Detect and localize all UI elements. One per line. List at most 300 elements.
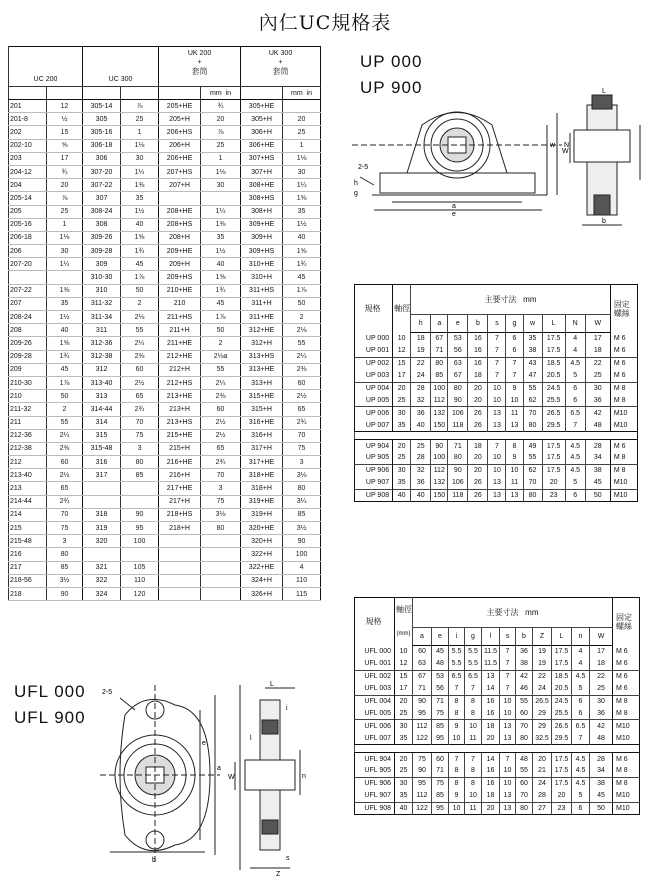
table-cell: 16 xyxy=(468,345,488,357)
table-cell xyxy=(83,548,121,561)
table-row xyxy=(9,574,321,587)
table-cell: M 8 xyxy=(610,452,637,464)
ufl-drawing xyxy=(100,680,340,880)
mm-header: mm in xyxy=(201,87,241,100)
table-cell: 106 xyxy=(448,477,468,489)
table-row xyxy=(9,113,321,126)
table-cell: UFL 001 xyxy=(364,660,391,668)
table-cell: 80 xyxy=(448,382,468,394)
table-cell: 60 xyxy=(432,753,449,765)
table-cell: 30 xyxy=(393,464,411,476)
svg-text:N: N xyxy=(564,142,570,149)
table-cell: 305-16 xyxy=(83,126,121,139)
group-separator xyxy=(355,745,640,753)
table-cell: 312-38 xyxy=(83,350,121,363)
table-cell: 2¼ xyxy=(201,376,241,389)
table-cell: M 6 xyxy=(613,670,640,682)
table-cell: 24 xyxy=(411,370,431,382)
table-cell: 85 xyxy=(432,720,449,732)
table-cell: 22 xyxy=(585,357,610,369)
table-row xyxy=(9,561,321,574)
table-cell: 218+H xyxy=(159,522,201,535)
page-title: 內仁UC規格表 xyxy=(258,12,392,34)
table-cell: 17.5 xyxy=(552,658,572,670)
table-row xyxy=(9,548,321,561)
table-cell: 1¼ xyxy=(121,165,159,178)
table-cell: 6 xyxy=(572,707,590,719)
table-cell: M 6 xyxy=(610,370,637,382)
table-cell: 1⅜ xyxy=(47,284,83,297)
table-row xyxy=(355,394,638,406)
table-cell: 7 xyxy=(449,753,465,765)
table-cell: 319 xyxy=(83,522,121,535)
table-cell: UFL 908 xyxy=(364,804,391,812)
table-cell: 100 xyxy=(431,382,448,394)
column-header: s xyxy=(500,628,516,646)
table-cell: 212+H xyxy=(159,363,201,376)
table-cell xyxy=(159,574,201,587)
table-cell: 22 xyxy=(533,670,552,682)
table-cell: 312 xyxy=(83,363,121,376)
table-cell: 70 xyxy=(516,790,533,802)
uk200-header: UK 200 + 套筒 xyxy=(159,47,241,87)
table-cell: 38 xyxy=(523,345,542,357)
table-cell: 308+H xyxy=(241,205,283,218)
table-cell: 309-26 xyxy=(83,231,121,244)
table-row xyxy=(355,464,638,476)
table-cell: 40 xyxy=(411,419,431,431)
table-cell: 3¼ xyxy=(283,495,321,508)
table-cell: 8 xyxy=(449,707,465,719)
table-cell xyxy=(83,495,121,508)
table-cell: 90 xyxy=(431,440,448,452)
table-cell: UFL 005 xyxy=(364,709,391,717)
table-cell: 95 xyxy=(432,802,449,814)
table-cell: 70 xyxy=(121,416,159,429)
table-cell: 120 xyxy=(121,587,159,600)
table-cell: 2½ xyxy=(47,469,83,482)
table-cell: 4 xyxy=(283,561,321,574)
table-cell: 308+HS xyxy=(241,192,283,205)
table-cell: 65 xyxy=(201,442,241,455)
table-cell: 1⅜ xyxy=(201,218,241,231)
table-row xyxy=(9,231,321,244)
table-row xyxy=(9,126,321,139)
table-cell: 308+HE xyxy=(241,179,283,192)
table-cell: 65 xyxy=(121,390,159,403)
uc200-header: UC 200 xyxy=(9,47,83,87)
table-cell: 7 xyxy=(506,357,523,369)
table-cell: 67 xyxy=(431,333,448,345)
table-cell: 95 xyxy=(413,777,432,789)
table-cell: M 6 xyxy=(610,345,637,357)
table-cell: 4 xyxy=(565,333,585,345)
table-cell: 80 xyxy=(201,522,241,535)
column-header: i xyxy=(449,628,465,646)
table-cell: M 6 xyxy=(610,333,637,345)
table-cell: 305+H xyxy=(241,113,283,126)
table-cell: 11 xyxy=(465,732,482,744)
svg-text:b: b xyxy=(602,218,606,225)
table-cell: 6 xyxy=(565,382,585,394)
up-900-title: UP 900 xyxy=(360,78,423,97)
table-cell: 13 xyxy=(506,489,523,501)
table-cell: 208+HS xyxy=(159,218,201,231)
table-cell: 211+HS xyxy=(159,311,201,324)
table-cell: 75 xyxy=(413,753,432,765)
table-cell: 313-40 xyxy=(83,376,121,389)
spec-header: 規格 xyxy=(365,617,382,627)
table-cell: 112 xyxy=(413,790,432,802)
table-cell: 20 xyxy=(468,452,488,464)
table-cell: 3⅛ xyxy=(283,469,321,482)
table-cell: 5 xyxy=(565,370,585,382)
table-cell: 1⅛ xyxy=(283,152,321,165)
table-cell: 313 xyxy=(83,390,121,403)
table-cell: M10 xyxy=(613,732,640,744)
table-cell: 8 xyxy=(449,765,465,777)
table-cell: 60 xyxy=(201,403,241,416)
table-cell: UP 906 xyxy=(365,467,390,475)
uc-spec-table xyxy=(8,46,321,601)
dim-2-5: 2-5 xyxy=(358,164,369,171)
table-cell: 210-30 xyxy=(9,376,47,389)
table-cell: 14 xyxy=(482,753,500,765)
svg-text:L: L xyxy=(270,681,274,688)
table-cell: 13 xyxy=(500,720,516,732)
table-cell: 205 xyxy=(9,205,47,218)
table-cell: 17.5 xyxy=(542,345,565,357)
table-cell: 318+H xyxy=(241,482,283,495)
ufl-spec-table xyxy=(354,597,640,815)
table-cell: 16 xyxy=(482,765,500,777)
table-cell: 319+H xyxy=(241,508,283,521)
table-cell: 50 xyxy=(585,489,610,501)
table-cell: 30 xyxy=(47,245,83,258)
table-cell: 47 xyxy=(523,370,542,382)
table-cell: 65 xyxy=(283,403,321,416)
table-cell: 17.5 xyxy=(552,646,572,658)
table-cell: 75 xyxy=(201,495,241,508)
table-cell: 50 xyxy=(47,390,83,403)
table-cell: 55 xyxy=(516,765,533,777)
table-cell: 106 xyxy=(448,407,468,419)
table-row xyxy=(9,350,321,363)
table-cell: 7 xyxy=(500,753,516,765)
table-cell: M 8 xyxy=(610,464,637,476)
table-cell: UP 007 xyxy=(365,421,390,429)
table-cell: 75 xyxy=(121,429,159,442)
table-cell: 6.5 xyxy=(449,670,465,682)
table-row xyxy=(9,192,321,205)
table-cell: 3 xyxy=(121,442,159,455)
table-cell: M10 xyxy=(610,419,637,431)
table-cell: 36 xyxy=(516,646,533,658)
table-row xyxy=(9,311,321,324)
table-cell: 2⅜ xyxy=(283,363,321,376)
up-spec-table xyxy=(354,284,638,502)
table-cell: 4.5 xyxy=(572,765,590,777)
table-cell: 30 xyxy=(590,695,613,707)
table-cell: 34 xyxy=(585,452,610,464)
table-cell: 205-16 xyxy=(9,218,47,231)
table-cell: 5.5 xyxy=(449,646,465,658)
table-cell: 6 xyxy=(572,695,590,707)
table-cell: 100 xyxy=(431,452,448,464)
table-cell: 213+H xyxy=(159,403,201,416)
table-cell: 2¾ xyxy=(47,495,83,508)
table-cell: 55 xyxy=(283,337,321,350)
table-cell: 208+HE xyxy=(159,205,201,218)
table-cell: 13 xyxy=(482,670,500,682)
table-cell: M 8 xyxy=(613,707,640,719)
table-cell: M10 xyxy=(613,790,640,802)
table-cell: UP 002 xyxy=(365,360,390,368)
table-cell: 212-38 xyxy=(9,442,47,455)
table-cell: 35 xyxy=(393,419,411,431)
table-cell: 45 xyxy=(585,477,610,489)
table-cell: UP 005 xyxy=(365,396,390,404)
table-cell: 35 xyxy=(393,477,411,489)
table-cell: UP 003 xyxy=(365,372,390,380)
table-cell: 1⅞ xyxy=(121,271,159,284)
column-header: h xyxy=(411,315,431,333)
table-cell: UFL 004 xyxy=(364,698,391,705)
table-cell: 2⅜ xyxy=(47,442,83,455)
table-cell: 5 xyxy=(565,477,585,489)
table-cell: 80 xyxy=(523,489,542,501)
table-cell: 306+HE xyxy=(241,139,283,152)
table-cell: 16 xyxy=(482,707,500,719)
table-row xyxy=(355,646,640,658)
table-row xyxy=(9,297,321,310)
table-cell: 9 xyxy=(449,790,465,802)
table-cell: 13 xyxy=(506,419,523,431)
table-cell: 60 xyxy=(283,376,321,389)
table-cell: 211-32 xyxy=(9,403,47,416)
table-cell: 75 xyxy=(432,777,449,789)
table-cell: 20 xyxy=(393,440,411,452)
table-cell: 10 xyxy=(488,394,506,406)
table-cell: 85 xyxy=(431,370,448,382)
table-cell: M 8 xyxy=(613,765,640,777)
table-cell: 29.5 xyxy=(542,419,565,431)
column-header: W xyxy=(585,315,610,333)
table-cell xyxy=(283,100,321,113)
table-cell: 60 xyxy=(516,777,533,789)
table-cell: 90 xyxy=(448,394,468,406)
table-cell: 6 xyxy=(506,345,523,357)
table-header-row xyxy=(355,285,638,315)
table-cell: 122 xyxy=(413,732,432,744)
table-cell: 80 xyxy=(523,419,542,431)
table-row xyxy=(9,482,321,495)
table-cell: 18.5 xyxy=(552,670,572,682)
table-cell: 71 xyxy=(431,345,448,357)
table-cell: 208 xyxy=(9,324,47,337)
table-row xyxy=(9,271,321,284)
table-cell: 217+HE xyxy=(159,482,201,495)
table-cell: 71 xyxy=(413,683,432,695)
table-cell: 55 xyxy=(516,695,533,707)
table-cell: 35 xyxy=(201,231,241,244)
table-cell: 206+HS xyxy=(159,126,201,139)
table-cell: 4.5 xyxy=(565,464,585,476)
table-cell: 16 xyxy=(468,357,488,369)
table-cell: 40 xyxy=(395,802,413,814)
table-cell: 20.5 xyxy=(552,683,572,695)
column-header: e xyxy=(432,628,449,646)
table-cell: ⅞ xyxy=(47,192,83,205)
table-cell xyxy=(159,192,201,205)
table-cell: 7 xyxy=(488,440,506,452)
table-cell: 11 xyxy=(506,407,523,419)
table-cell: 35 xyxy=(523,333,542,345)
table-cell: 305 xyxy=(83,113,121,126)
table-cell: 311 xyxy=(83,324,121,337)
table-cell: 112 xyxy=(413,720,432,732)
table-cell: M 8 xyxy=(613,777,640,789)
table-cell: 10 xyxy=(449,732,465,744)
table-cell: UFL 904 xyxy=(364,755,391,763)
table-cell: 207-22 xyxy=(9,284,47,297)
table-cell: 18 xyxy=(585,345,610,357)
table-cell: 35 xyxy=(395,732,413,744)
svg-text:a: a xyxy=(217,765,221,772)
table-cell: 56 xyxy=(432,683,449,695)
table-cell: 217 xyxy=(9,561,47,574)
table-cell: 206 xyxy=(9,245,47,258)
table-cell: 313+HS xyxy=(241,350,283,363)
table-cell: 8 xyxy=(449,777,465,789)
table-cell: 53 xyxy=(448,333,468,345)
table-cell: 17 xyxy=(585,333,610,345)
table-cell: UP 905 xyxy=(365,454,390,462)
table-cell: 1⅝ xyxy=(47,337,83,350)
table-cell: 310-30 xyxy=(83,271,121,284)
table-cell: 1¼ xyxy=(47,258,83,271)
table-cell: 316 xyxy=(83,456,121,469)
table-cell: 315 xyxy=(83,429,121,442)
table-cell: 1½ xyxy=(47,311,83,324)
table-cell: 48 xyxy=(432,658,449,670)
table-cell: 10 xyxy=(488,452,506,464)
column-header: L xyxy=(552,628,572,646)
table-cell: 118 xyxy=(448,489,468,501)
table-cell: 4.5 xyxy=(565,452,585,464)
table-cell: 24 xyxy=(533,777,552,789)
table-row xyxy=(355,658,640,670)
table-row xyxy=(355,440,638,452)
table-cell: 215+H xyxy=(159,442,201,455)
table-cell: 1⅛ xyxy=(121,139,159,152)
svg-text:b: b xyxy=(152,857,156,864)
table-cell: 309+HE xyxy=(241,218,283,231)
table-cell: ¾ xyxy=(47,165,83,178)
table-row xyxy=(355,753,640,765)
table-cell: 10 xyxy=(500,707,516,719)
table-cell: 90 xyxy=(413,765,432,777)
table-cell: 1¾ xyxy=(121,245,159,258)
table-cell: 25 xyxy=(395,707,413,719)
table-cell: 11.5 xyxy=(482,646,500,658)
fix-screw-header: 固定 螺絲 xyxy=(610,285,637,333)
table-cell: 150 xyxy=(431,489,448,501)
table-cell: 205+HE xyxy=(159,100,201,113)
table-cell: 20 xyxy=(482,802,500,814)
svg-text:w: w xyxy=(550,142,556,149)
table-cell: 14 xyxy=(482,683,500,695)
table-row xyxy=(355,477,638,489)
table-cell: 12 xyxy=(395,658,413,670)
table-row xyxy=(9,442,321,455)
table-cell: 9 xyxy=(506,382,523,394)
table-cell: 5 xyxy=(572,790,590,802)
table-cell: 21 xyxy=(533,765,552,777)
table-cell: UP 907 xyxy=(365,479,390,487)
table-cell: UFL 006 xyxy=(364,722,391,730)
table-row xyxy=(355,720,640,732)
table-cell: 15 xyxy=(47,126,83,139)
table-cell: 2 xyxy=(121,297,159,310)
column-header: g xyxy=(506,315,523,333)
table-cell: 112 xyxy=(431,394,448,406)
table-cell xyxy=(201,548,241,561)
table-row xyxy=(355,357,638,369)
table-cell: 95 xyxy=(432,732,449,744)
table-cell: 6 xyxy=(565,489,585,501)
table-cell: 13 xyxy=(500,732,516,744)
table-cell: 100 xyxy=(283,548,321,561)
table-row xyxy=(355,777,640,789)
table-cell: ⅞ xyxy=(121,100,159,113)
table-row xyxy=(355,419,638,431)
table-cell: 307+H xyxy=(241,165,283,178)
table-cell: 4.5 xyxy=(565,357,585,369)
table-cell: M 6 xyxy=(613,683,640,695)
table-cell: 8 xyxy=(465,695,482,707)
table-cell: 62 xyxy=(523,394,542,406)
table-cell: 17.5 xyxy=(542,333,565,345)
table-cell: 8 xyxy=(465,765,482,777)
table-cell: 50 xyxy=(121,284,159,297)
table-cell: 29 xyxy=(533,707,552,719)
table-cell: 1⅜ xyxy=(121,179,159,192)
column-header: l xyxy=(482,628,500,646)
table-cell: 5.5 xyxy=(465,658,482,670)
table-cell: 320+HE xyxy=(241,522,283,535)
table-row xyxy=(9,508,321,521)
table-cell: 36 xyxy=(590,707,613,719)
table-cell: 71 xyxy=(432,695,449,707)
table-row xyxy=(9,495,321,508)
table-cell: 206+H xyxy=(159,139,201,152)
table-cell: 7 xyxy=(488,357,506,369)
table-cell: 50 xyxy=(283,297,321,310)
table-cell: 311+HS xyxy=(241,284,283,297)
table-cell: 1¼ xyxy=(201,205,241,218)
table-cell: 11.5 xyxy=(482,658,500,670)
table-cell: 312-36 xyxy=(83,337,121,350)
table-cell: 36 xyxy=(411,477,431,489)
table-cell: 38 xyxy=(590,777,613,789)
table-cell: 2¼ xyxy=(47,429,83,442)
table-cell: 25 xyxy=(393,452,411,464)
table-cell: 65 xyxy=(47,482,83,495)
table-cell: 211+H xyxy=(159,324,201,337)
table-cell: 45 xyxy=(590,790,613,802)
table-cell: 40 xyxy=(47,324,83,337)
